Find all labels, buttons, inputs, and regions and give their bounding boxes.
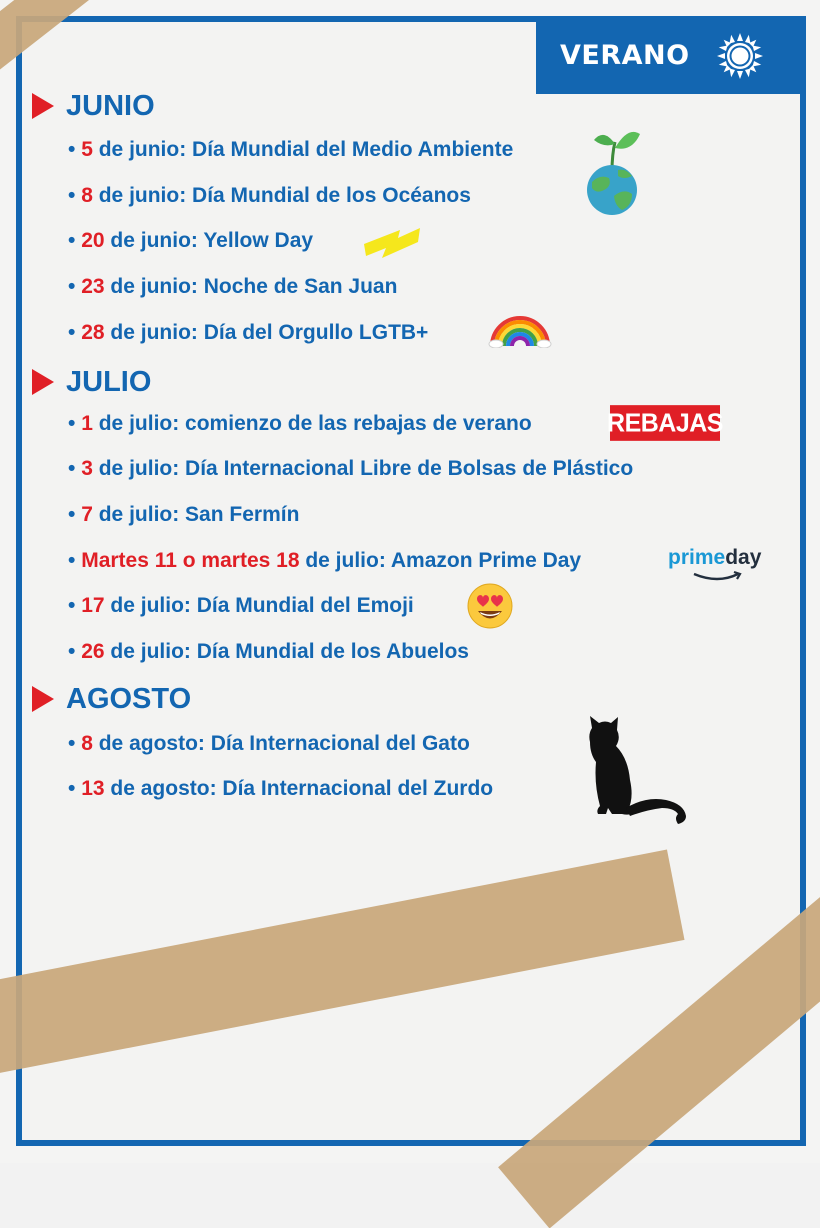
list-item: • 5 de junio: Día Mundial del Medio Ambiente xyxy=(68,138,514,161)
prime-day-logo xyxy=(668,546,772,586)
list-item: • 8 de agosto: Día Internacional del Gato xyxy=(68,732,470,755)
section-agosto xyxy=(32,679,191,719)
season-title: VERANO xyxy=(560,39,690,71)
season-badge xyxy=(536,16,806,94)
list-item: • 7 de julio: San Fermín xyxy=(68,503,300,526)
section-julio xyxy=(32,362,151,402)
section-arrow-icon xyxy=(32,93,54,119)
list-item: • Martes 11 o martes 18 de julio: Amazon Prime Day xyxy=(68,549,582,572)
list-item: • 8 de junio: Día Mundial de los Océanos xyxy=(68,184,471,207)
black-cat-icon xyxy=(582,714,692,826)
section-arrow-icon xyxy=(32,686,54,712)
section-title: AGOSTO xyxy=(66,682,192,715)
section-title: JULIO xyxy=(66,365,152,398)
list-item: • 20 de junio: Yellow Day xyxy=(68,229,314,252)
list-item: • 23 de junio: Noche de San Juan xyxy=(68,275,398,298)
earth-plant-icon xyxy=(582,124,644,216)
list-item: • 17 de julio: Día Mundial del Emoji xyxy=(68,594,414,617)
heart-eyes-emoji-icon xyxy=(466,582,514,630)
amazon-smile-icon xyxy=(692,570,744,584)
list-item: • 3 de julio: Día Internacional Libre de Bolsas de Plástico xyxy=(68,457,634,480)
section-junio xyxy=(32,86,155,126)
section-arrow-icon xyxy=(32,369,54,395)
section-title: JUNIO xyxy=(66,89,155,122)
day-logo-text: day xyxy=(725,546,762,569)
rainbow-icon xyxy=(488,312,552,348)
list-item: • 28 de junio: Día del Orgullo LGTB+ xyxy=(68,321,429,344)
list-item: • 13 de agosto: Día Internacional del Zurdo xyxy=(68,777,494,800)
prime-logo-text: prime xyxy=(668,546,726,569)
sun-icon xyxy=(717,33,763,79)
rebajas-sticker: REBAJAS xyxy=(610,405,720,441)
yellow-highlighter-icon xyxy=(360,216,424,266)
list-item: • 1 de julio: comienzo de las rebajas de verano xyxy=(68,412,532,435)
list-item: • 26 de julio: Día Mundial de los Abuelos xyxy=(68,640,469,663)
